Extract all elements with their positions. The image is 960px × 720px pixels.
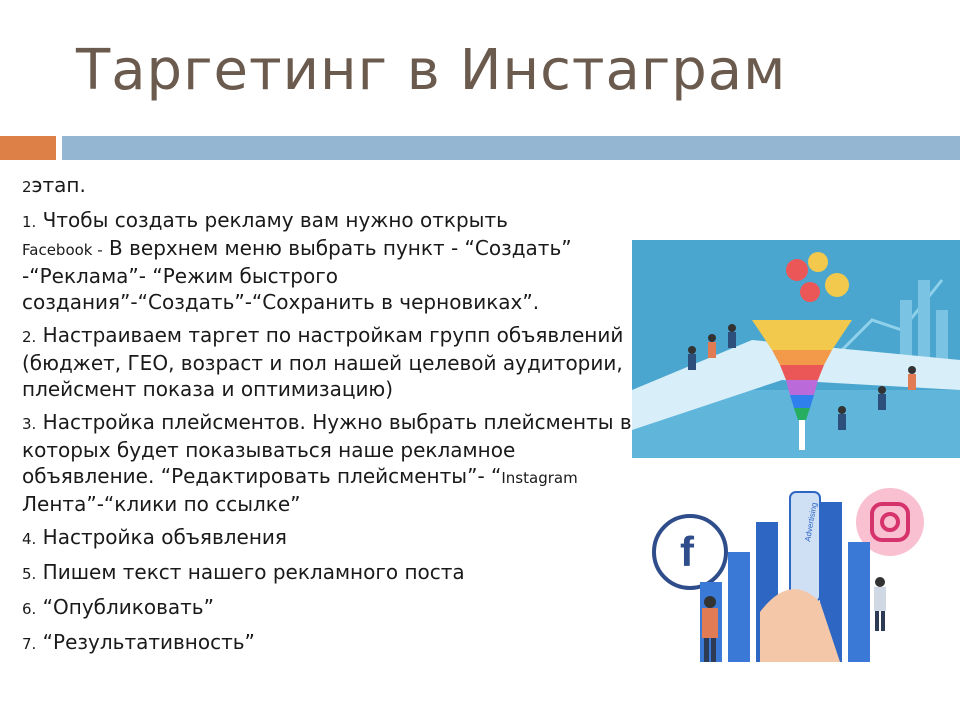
item-number: 7. <box>22 635 37 653</box>
social-advertising-illustration <box>640 462 950 674</box>
step-line <box>22 172 642 200</box>
list-item-3 <box>22 409 642 517</box>
item-text-cont: В верхнем меню выбрать пункт - “Создать” -“Реклама”- “Режим быстрого создания”-“Создать”-“Сохранить в черновиках”. <box>22 236 572 314</box>
item-number: 4. <box>22 530 37 548</box>
item-text: “Опубликовать” <box>36 595 214 619</box>
list-item-6 <box>22 594 642 622</box>
item-dash: - <box>92 241 103 259</box>
marketing-funnel-illustration <box>632 240 960 458</box>
item-number: 5. <box>22 565 37 583</box>
item-brand-facebook: Facebook <box>22 241 93 259</box>
accent-bar-blue <box>62 136 960 160</box>
advertising-badge: Advertising <box>803 501 819 543</box>
item-number: 1. <box>22 213 37 231</box>
item-number: 6. <box>22 600 37 618</box>
slide-body <box>22 172 642 664</box>
item-text: Чтобы создать рекламу вам нужно открыть <box>36 208 508 232</box>
accent-bar-orange <box>0 136 56 160</box>
step-text: этап. <box>31 173 86 197</box>
item-number: 3. <box>22 415 37 433</box>
step-number: 2 <box>22 178 32 196</box>
item-text-tail: Лента”-“клики по ссылке” <box>22 492 301 516</box>
item-number: 2. <box>22 328 37 346</box>
item-text: Пишем текст нашего рекламного поста <box>36 560 465 584</box>
item-text: Настраиваем таргет по настройкам групп объявлений (бюджет, ГЕО, возраст и пол нашей целевой аудитории, плейсмент показа и оптимизацию) <box>22 323 624 401</box>
list-item-1 <box>22 207 642 315</box>
list-item-2 <box>22 322 642 402</box>
svg-text:f: f <box>680 528 694 575</box>
item-text: Настройка объявления <box>36 525 287 549</box>
item-text: “Результативность” <box>36 630 255 654</box>
item-brand-instagram: Instagram <box>501 469 578 487</box>
list-item-5 <box>22 559 642 587</box>
list-item-4 <box>22 524 642 552</box>
item-text: Настройка плейсментов. Нужно выбрать плейсменты в которых будет показываться наше рекламное объявление. “Редактировать плейсменты”- “ <box>22 410 632 488</box>
list-item-7 <box>22 629 642 657</box>
slide-title: Таргетинг в Инстаграм <box>76 38 787 103</box>
